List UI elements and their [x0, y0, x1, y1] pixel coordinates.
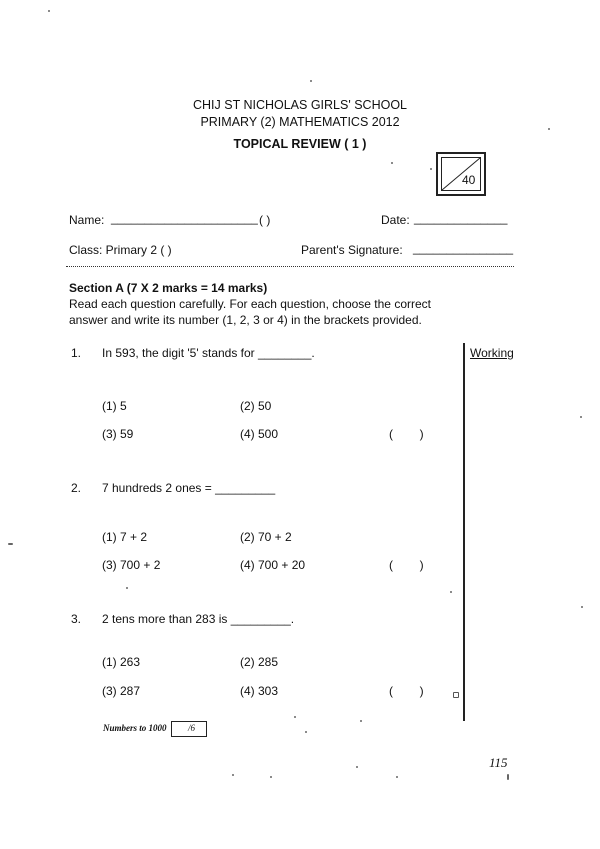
scan-speck [310, 80, 312, 82]
scan-speck [126, 587, 128, 589]
topic-marks-box [171, 721, 207, 737]
scan-speck [270, 776, 272, 778]
option-3: (3) 287 [102, 684, 141, 698]
scan-speck [356, 766, 358, 768]
scan-speck [8, 543, 13, 545]
question-number: 3. [71, 612, 82, 626]
scan-speck [580, 416, 582, 418]
option-2: (2) 285 [240, 655, 279, 669]
scan-speck [450, 591, 452, 593]
option-1: (1) 263 [102, 655, 141, 669]
page-number: 115 [489, 755, 508, 770]
topic-marks: /6 [188, 723, 196, 733]
option-1: (1) 7 + 2 [102, 530, 148, 544]
scan-speck [294, 716, 296, 718]
class-label: Class: Primary 2 ( ) [69, 243, 172, 257]
name-field[interactable]: ______________________ [111, 211, 258, 225]
answer-bracket[interactable]: ( ) [389, 558, 424, 572]
scan-speck [430, 168, 432, 170]
working-divider [463, 343, 465, 721]
option-3: (3) 700 + 2 [102, 558, 161, 572]
option-4: (4) 700 + 20 [240, 558, 306, 572]
name-label: Name: [69, 213, 105, 227]
question-text: 7 hundreds 2 ones = _________ [102, 481, 276, 495]
subject-line: PRIMARY (2) MATHEMATICS 2012 [200, 115, 400, 129]
scan-speck [360, 720, 362, 722]
question-text: 2 tens more than 283 is _________. [102, 612, 295, 626]
school-name: CHIJ ST NICHOLAS GIRLS' SCHOOL [192, 98, 407, 112]
scan-speck [305, 731, 307, 733]
paper-title: TOPICAL REVIEW ( 1 ) [233, 137, 367, 151]
index-number-field[interactable]: ( ) [259, 213, 271, 227]
parent-signature-field[interactable]: _______________ [413, 241, 514, 255]
instructions-line-2: answer and write its number (1, 2, 3 or 4) in the brackets provided. [69, 313, 422, 327]
date-field[interactable]: ______________ [414, 211, 508, 225]
scan-speck [548, 128, 550, 130]
scan-speck [48, 10, 50, 12]
question-number: 2. [71, 481, 82, 495]
scan-speck [581, 606, 583, 608]
scan-speck [396, 776, 398, 778]
instructions-line-1: Read each question carefully. For each question, choose the correct [69, 297, 431, 311]
scan-speck [453, 692, 459, 698]
option-2: (2) 50 [240, 399, 272, 413]
parent-signature-label: Parent's Signature: [301, 243, 403, 257]
date-label: Date: [381, 213, 410, 227]
topic-label: Numbers to 1000 [103, 723, 167, 733]
question-number: 1. [71, 346, 82, 360]
option-2: (2) 70 + 2 [240, 530, 292, 544]
dotted-divider [66, 266, 514, 267]
working-label: Working [470, 346, 514, 360]
question-text: In 593, the digit '5' stands for ________. [102, 346, 315, 360]
scan-speck [507, 774, 509, 780]
total-marks: 40 [462, 173, 476, 187]
answer-bracket[interactable]: ( ) [389, 684, 424, 698]
total-score-box [436, 152, 486, 196]
option-4: (4) 303 [240, 684, 279, 698]
option-4: (4) 500 [240, 427, 279, 441]
option-1: (1) 5 [102, 399, 127, 413]
answer-bracket[interactable]: ( ) [389, 427, 424, 441]
scan-speck [232, 774, 234, 776]
option-3: (3) 59 [102, 427, 134, 441]
section-a-heading: Section A (7 X 2 marks = 14 marks) [69, 281, 268, 295]
scan-speck [391, 162, 393, 164]
